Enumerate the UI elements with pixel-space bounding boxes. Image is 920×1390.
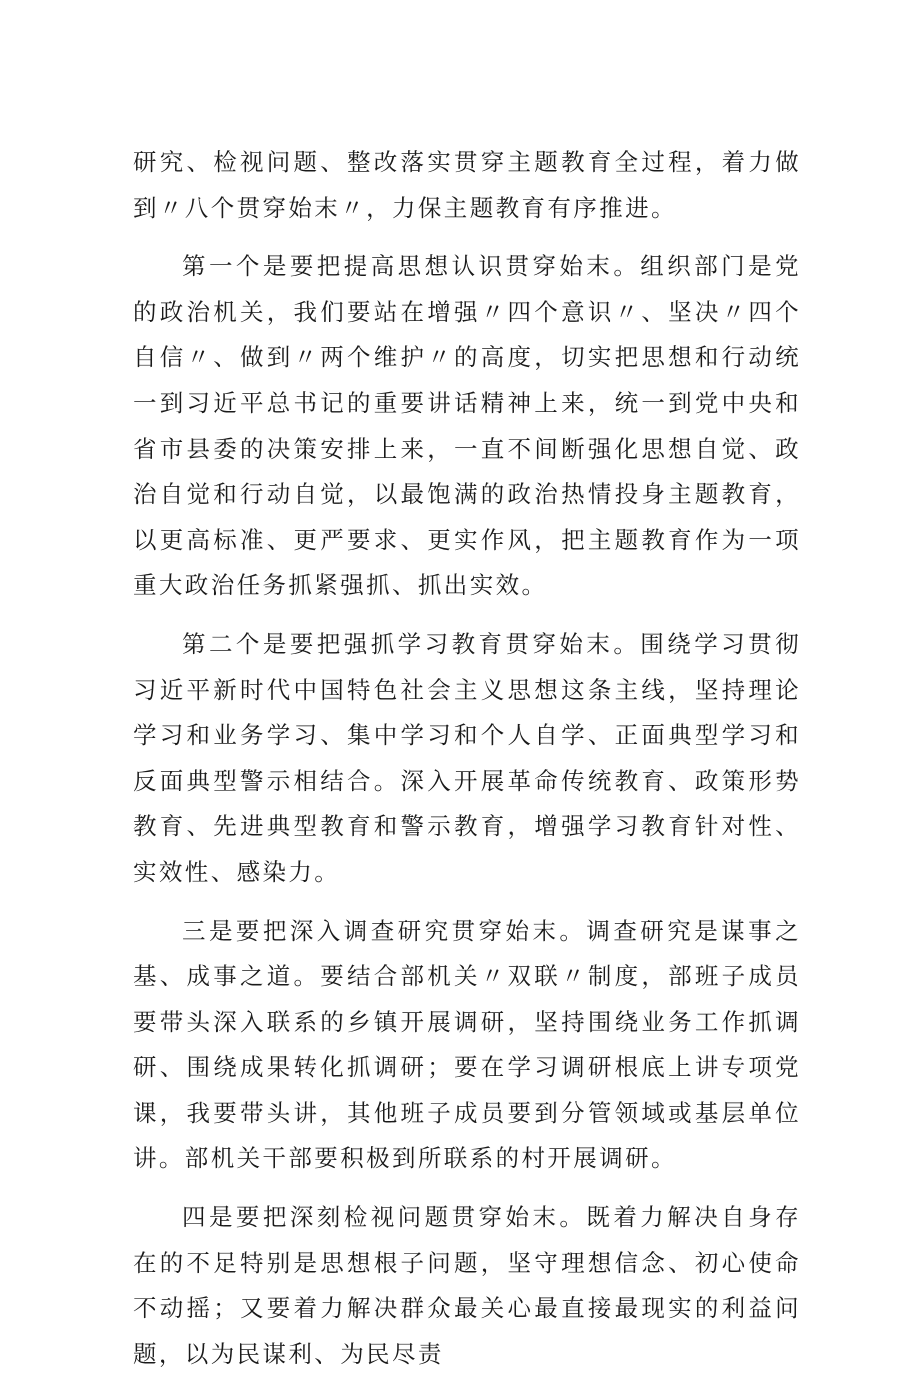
document-body (133, 140, 801, 1390)
paragraph-third-point: 三是要把深入调查研究贯穿始末。调查研究是谋事之基、成事之道。要结合部机关〃双联〃制度，部班子成员要带头深入联系的乡镇开展调研，坚持围绕业务工作抓调研、围绕成果转化抓调研；要在学习调研根底上讲专项党课，我要带头讲，其他班子成员要到分管领域或基层单位讲。部机关干部要积极到所联系的村开展调研。 (133, 916, 801, 1173)
paragraph-continuation: 研究、检视问题、整改落实贯穿主题教育全过程，着力做到〃八个贯穿始末〃，力保主题教育有序推进。 (133, 148, 801, 222)
paragraph-second-point: 第二个是要把强抓学习教育贯穿始末。围绕学习贯彻习近平新时代中国特色社会主义思想这条主线，坚持理论学习和业务学习、集中学习和个人自学、正面典型学习和反面典型警示相结合。深入开展革命传统教育、政策形势教育、先进典型教育和警示教育，增强学习教育针对性、实效性、感染力。 (133, 629, 801, 886)
paragraph-first-point: 第一个是要把提高思想认识贯穿始末。组织部门是党的政治机关，我们要站在增强〃四个意识〃、坚决〃四个自信〃、做到〃两个维护〃的高度，切实把思想和行动统一到习近平总书记的重要讲话精神上来，统一到党中央和省市县委的决策安排上来，一直不间断强化思想自觉、政治自觉和行动自觉，以最饱满的政治热情投身主题教育，以更高标准、更严要求、更实作风，把主题教育作为一项重大政治任务抓紧强抓、抓出实效。 (133, 252, 801, 600)
paragraph-fourth-point: 四是要把深刻检视问题贯穿始末。既着力解决自身存在的不足特别是思想根子问题，坚守理想信念、初心使命不动摇；又要着力解决群众最关心最直接最现实的利益问题，以为民谋利、为民尽责 (133, 1203, 801, 1368)
